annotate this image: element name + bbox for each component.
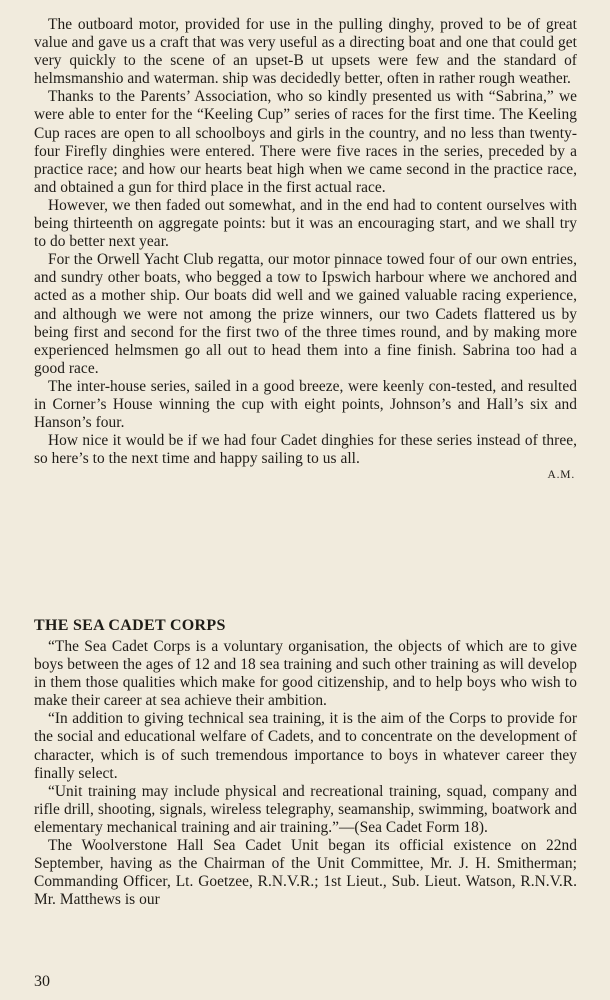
paragraph-inter-house-series: The inter-house series, sailed in a good breeze, were keenly con-tested, and resulted in Corner’s House winning the cup with eight points, Johnson’s and Hall’s six and Hanson’s four. — [34, 377, 577, 432]
paragraph-closing: How nice it would be if we had four Cadet dinghies for these series instead of three, so here’s to the next time and happy sailing to us all. — [34, 432, 577, 468]
section-heading: THE SEA CADET CORPS — [34, 617, 226, 634]
sea-cadet-section — [34, 617, 577, 909]
paragraph-aggregate-points: However, we then faded out somewhat, and in the end had to content ourselves with being thirteenth on aggregate points: but it was an encouraging start, and we shall try to do better next year. — [34, 196, 577, 251]
paragraph-orwell-regatta: For the Orwell Yacht Club regatta, our motor pinnace towed four of our own entries, and sundry other boats, who begged a tow to Ipswich harbour where we anchored and acted as a mother ship. Our boats did well and we gained valuable racing experience, and although we were not among the prize winners, our two Cadets flattered us by being first and second for the first two of the three times round, and by making more experienced helmsmen go all out to head them into a fine finish. Sabrina too had a good race. — [34, 251, 577, 377]
paragraph-technical-training: “In addition to giving technical sea training, it is the aim of the Corps to provide for the social and educational welfare of Cadets, and to concentrate on the development of character, which is of such tremendous importance to boys in whatever career they finally select. — [34, 710, 577, 782]
paragraph-unit-training: “Unit training may include physical and recreational training, squad, company and rifle drill, shooting, signals, wireless telegraphy, seamanship, swimming, boatwork and elementary mechanical training and air training.”—(Sea Cadet Form 18). — [34, 782, 577, 836]
paragraph-woolverstone-unit: The Woolverstone Hall Sea Cadet Unit began its official existence on 22nd September, having as the Chairman of the Unit Committee, Mr. J. H. Smitherman; Commanding Officer, Lt. Goetzee, R.N.V.R.; 1st Lieut., Sub. Lieut. Watson, R.N.V.R. Mr. Matthews is our — [34, 837, 577, 909]
author-signature: A.M. — [547, 469, 575, 482]
sailing-report — [34, 16, 577, 481]
paragraph-outboard-motor: The outboard motor, provided for use in the pulling dinghy, proved to be of great value and gave us a craft that was very useful as a directing boat and one that could get very quickly to the scene of an upset-B ut upsets were few and the standard of helmsmanshio and waterman. ship was decidedly better, often in rather rough weather. — [34, 16, 577, 88]
page-number: 30 — [34, 973, 50, 990]
paragraph-corps-objects: “The Sea Cadet Corps is a voluntary organisation, the objects of which are to give boys between the ages of 12 and 18 sea training and such other training as will develop in them those qualities which make for good citizenship, and to help boys who wish to make their career at sea achieve their ambition. — [34, 638, 577, 710]
paragraph-keeling-cup: Thanks to the Parents’ Association, who so kindly presented us with “Sabrina,” we were able to enter for the “Keeling Cup” series of races for the first time. The Keeling Cup races are open to all schoolboys and girls in the country, and no less than twenty-four Firefly dinghies were entered. There were five races in the series, preceded by a practice race; and how our hearts beat high when we came second in the practice race, and obtained a gun for third place in the first actual race. — [34, 88, 577, 196]
